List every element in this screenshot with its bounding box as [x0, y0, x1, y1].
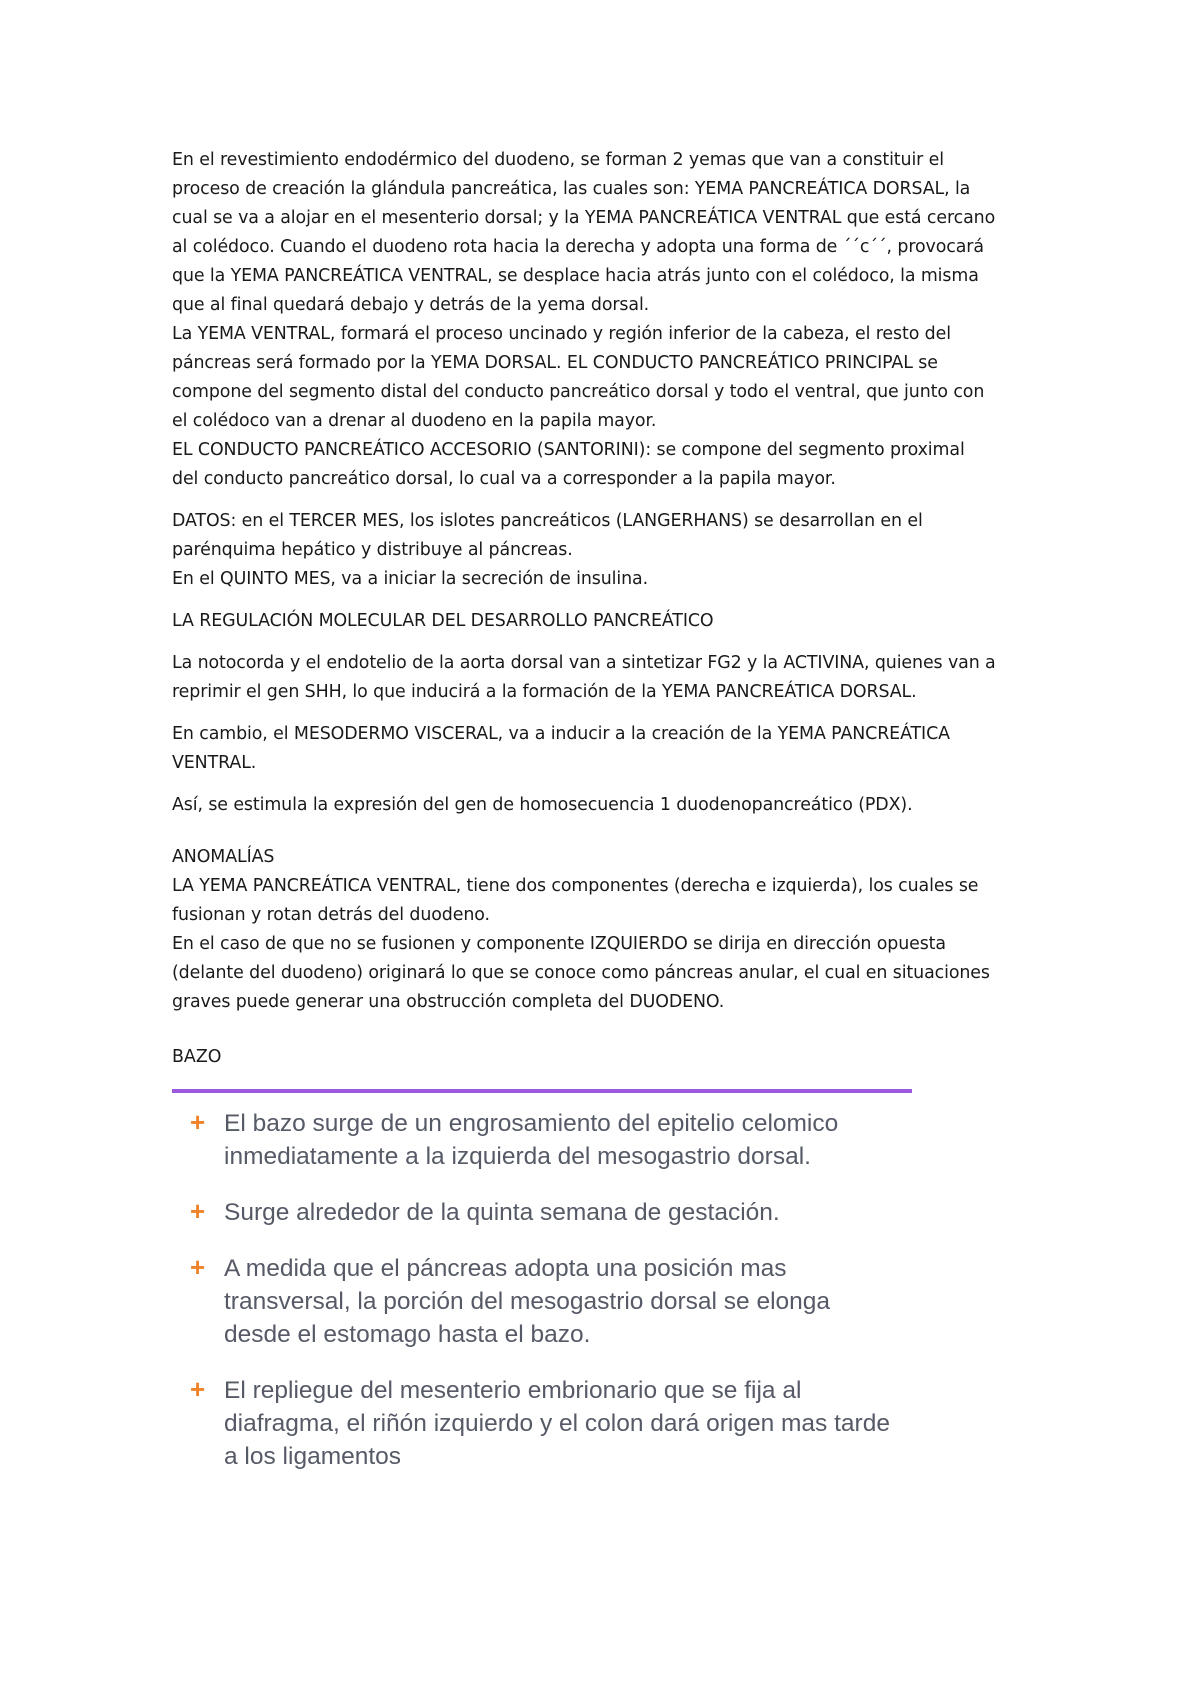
text-line: que la YEMA PANCREÁTICA VENTRAL, se desplace hacia atrás junto con el colédoco, la misma [172, 266, 979, 286]
text-line: La YEMA VENTRAL, formará el proceso uncinado y región inferior de la cabeza, el resto del [172, 324, 951, 344]
text-line: diafragma, el riñón izquierdo y el colon dará origen mas tarde [224, 1410, 890, 1438]
text-line: reprimir el gen SHH, lo que inducirá a la formación de la YEMA PANCREÁTICA DORSAL. [172, 682, 917, 702]
slide-divider [172, 1089, 912, 1093]
text-line: que al final quedará debajo y detrás de la yema dorsal. [172, 295, 650, 315]
text-line: Así, se estimula la expresión del gen de homosecuencia 1 duodenopancreático (PDX). [172, 795, 913, 815]
text-line: DATOS: en el TERCER MES, los islotes pancreáticos (LANGERHANS) se desarrollan en el [172, 511, 923, 531]
bullet-item [190, 1252, 910, 1351]
text-line: parénquima hepático y distribuye al páncreas. [172, 540, 573, 560]
text-line: Surge alrededor de la quinta semana de gestación. [224, 1199, 780, 1227]
plus-icon: + [190, 1252, 206, 1283]
datos-paragraph [172, 507, 1042, 594]
text-line: (delante del duodeno) originará lo que se conoce como páncreas anular, el cual en situaciones [172, 963, 990, 983]
text-line: EL CONDUCTO PANCREÁTICO ACCESORIO (SANTORINI): se compone del segmento proximal [172, 440, 965, 460]
bazo-bullet-list [190, 1107, 910, 1496]
text-line: ANOMALÍAS [172, 847, 275, 867]
intro-paragraph [172, 146, 1042, 494]
notocorda-paragraph [172, 649, 1042, 707]
text-line: En el QUINTO MES, va a iniciar la secreción de insulina. [172, 569, 649, 589]
text-line: compone del segmento distal del conducto pancreático dorsal y todo el ventral, que junto con [172, 382, 985, 402]
text-line: cual se va a alojar en el mesenterio dorsal; y la YEMA PANCREÁTICA VENTRAL que está cercano [172, 208, 996, 228]
text-line: inmediatamente a la izquierda del mesogastrio dorsal. [224, 1143, 811, 1171]
text-line: graves puede generar una obstrucción completa del DUODENO. [172, 992, 725, 1012]
text-line: El bazo surge de un engrosamiento del epitelio celomico [224, 1110, 839, 1138]
text-line: a los ligamentos [224, 1443, 402, 1471]
bullet-item [190, 1374, 910, 1473]
text-line: En cambio, el MESODERMO VISCERAL, va a inducir a la creación de la YEMA PANCREÁTICA [172, 724, 950, 744]
text-line: del conducto pancreático dorsal, lo cual va a corresponder a la papila mayor. [172, 469, 836, 489]
document-page [172, 146, 1042, 1471]
text-line: al colédoco. Cuando el duodeno rota hacia la derecha y adopta una forma de ´´c´´, provocará [172, 237, 984, 257]
text-line: La notocorda y el endotelio de la aorta dorsal van a sintetizar FG2 y la ACTIVINA, quienes van a [172, 653, 996, 673]
text-line: fusionan y rotan detrás del duodeno. [172, 905, 490, 925]
text-line: En el caso de que no se fusionen y componente IZQUIERDO se dirija en dirección opuesta [172, 934, 946, 954]
text-line: transversal, la porción del mesogastrio dorsal se elonga [224, 1288, 831, 1316]
text-line: VENTRAL. [172, 753, 257, 773]
text-line: En el revestimiento endodérmico del duodeno, se forman 2 yemas que van a constituir el [172, 150, 944, 170]
bazo-heading: BAZO [172, 1047, 222, 1067]
mesodermo-paragraph [172, 720, 1042, 778]
text-line: LA YEMA PANCREÁTICA VENTRAL, tiene dos componentes (derecha e izquierda), los cuales se [172, 876, 979, 896]
bullet-item [190, 1107, 910, 1173]
plus-icon: + [190, 1374, 206, 1405]
bullet-text [224, 1252, 910, 1351]
pdx-paragraph [172, 791, 1042, 820]
bullet-text [224, 1107, 910, 1173]
anomalias-paragraph [172, 843, 1042, 1017]
text-line: el colédoco van a drenar al duodeno en la papila mayor. [172, 411, 657, 431]
text-line: desde el estomago hasta el bazo. [224, 1321, 591, 1349]
text-line: proceso de creación la glándula pancreática, las cuales son: YEMA PANCREÁTICA DORSAL, la [172, 179, 971, 199]
text-line: El repliegue del mesenterio embrionario que se fija al [224, 1377, 802, 1405]
bullet-text [224, 1196, 910, 1229]
bullet-text [224, 1374, 910, 1473]
plus-icon: + [190, 1107, 206, 1138]
bullet-item [190, 1196, 910, 1229]
bazo-slide-image [172, 1089, 912, 1471]
text-line: A medida que el páncreas adopta una posición mas [224, 1255, 787, 1283]
regulation-heading: LA REGULACIÓN MOLECULAR DEL DESARROLLO PANCREÁTICO [172, 611, 714, 631]
text-line: páncreas será formado por la YEMA DORSAL. EL CONDUCTO PANCREÁTICO PRINCIPAL se [172, 353, 938, 373]
plus-icon: + [190, 1196, 206, 1227]
